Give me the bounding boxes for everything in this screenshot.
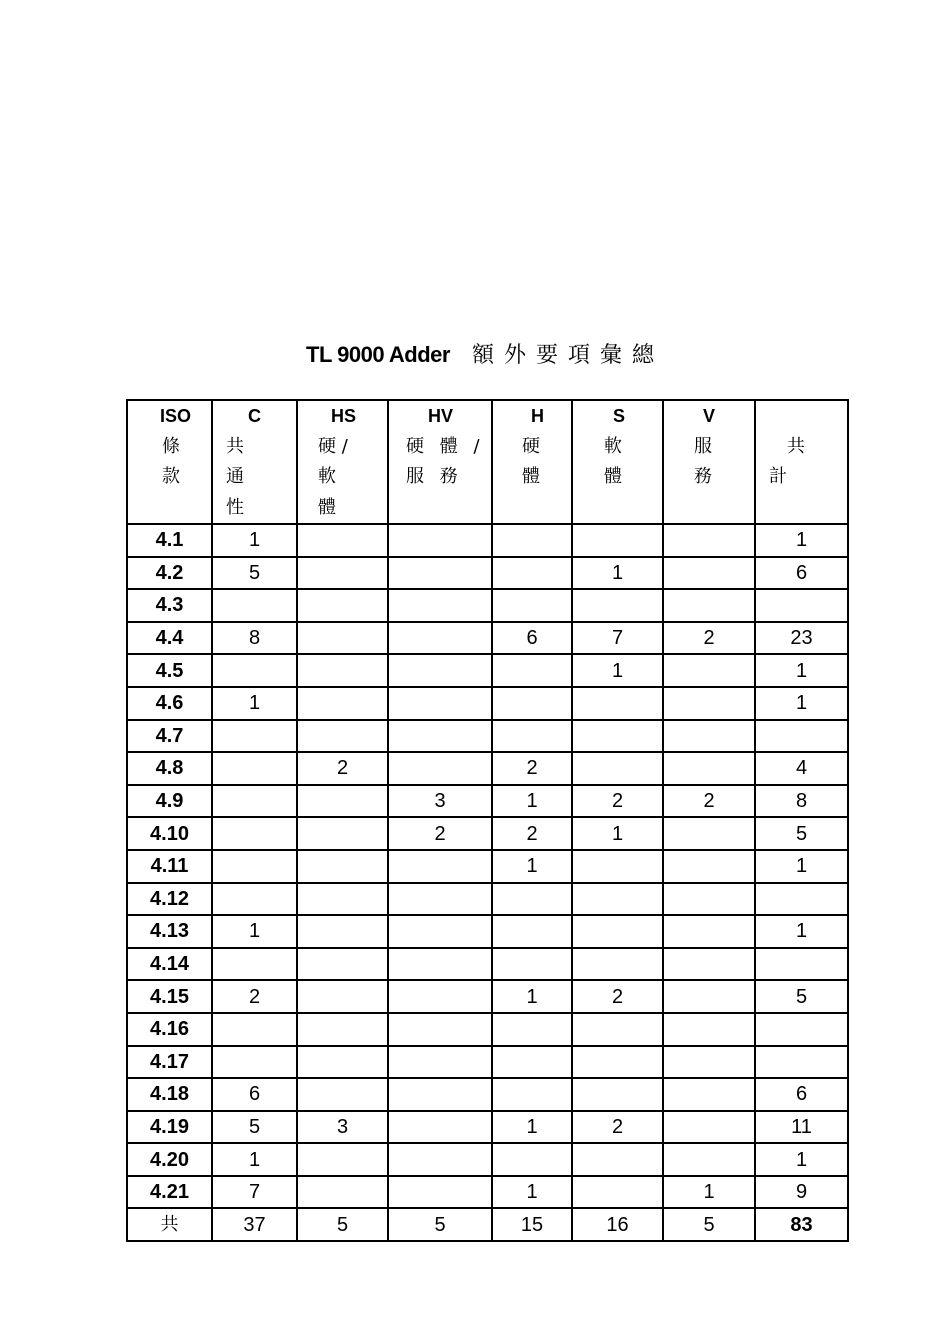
cell-hv bbox=[388, 948, 492, 981]
cell-hs bbox=[297, 1013, 388, 1046]
cell-c: 6 bbox=[212, 1078, 297, 1111]
cell-hs bbox=[297, 948, 388, 981]
header-c bbox=[212, 400, 297, 524]
header-iso-clause bbox=[127, 400, 212, 524]
cell-c bbox=[212, 785, 297, 818]
cell-s bbox=[572, 1078, 663, 1111]
header-line: 體 bbox=[318, 496, 336, 518]
cell-hv bbox=[388, 589, 492, 622]
cell-hv bbox=[388, 524, 492, 557]
header-line: 體 bbox=[604, 466, 622, 487]
row-clause: 4.15 bbox=[127, 980, 212, 1013]
row-clause: 4.4 bbox=[127, 622, 212, 655]
cell-v bbox=[663, 1013, 755, 1046]
title-en: TL 9000 Adder bbox=[306, 342, 450, 367]
cell-h bbox=[492, 915, 572, 948]
cell-v bbox=[663, 948, 755, 981]
header-line: H bbox=[531, 406, 544, 426]
cell-hv: 2 bbox=[388, 817, 492, 850]
cell-s: 1 bbox=[572, 557, 663, 590]
header-line bbox=[756, 401, 847, 432]
header-total bbox=[755, 400, 848, 524]
header-row bbox=[127, 400, 848, 524]
cell-v: 2 bbox=[663, 622, 755, 655]
header-hs bbox=[297, 400, 388, 524]
cell-h bbox=[492, 589, 572, 622]
cell-c bbox=[212, 1013, 297, 1046]
cell-h bbox=[492, 687, 572, 720]
cell-s: 2 bbox=[572, 785, 663, 818]
header-line: V bbox=[703, 406, 716, 426]
row-clause: 4.7 bbox=[127, 720, 212, 753]
cell-hs: 3 bbox=[297, 1111, 388, 1144]
cell-c bbox=[212, 883, 297, 916]
table-row bbox=[127, 980, 848, 1013]
cell-hs bbox=[297, 654, 388, 687]
table-row bbox=[127, 687, 848, 720]
cell-v bbox=[663, 752, 755, 785]
row-clause: 4.11 bbox=[127, 850, 212, 883]
cell-total: 4 bbox=[755, 752, 848, 785]
row-clause: 4.12 bbox=[127, 883, 212, 916]
cell-hv bbox=[388, 1013, 492, 1046]
cell-total: 8 bbox=[755, 785, 848, 818]
header-line: 服 務 bbox=[406, 466, 463, 487]
cell-v bbox=[663, 817, 755, 850]
cell-s: 7 bbox=[572, 622, 663, 655]
cell-c: 5 bbox=[212, 1111, 297, 1144]
cell-hs bbox=[297, 817, 388, 850]
cell-s: 1 bbox=[572, 817, 663, 850]
cell-s: 2 bbox=[572, 980, 663, 1013]
row-clause: 4.9 bbox=[127, 785, 212, 818]
cell-c bbox=[212, 817, 297, 850]
cell-s bbox=[572, 687, 663, 720]
cell-c: 5 bbox=[212, 557, 297, 590]
cell-h bbox=[492, 654, 572, 687]
cell-hv bbox=[388, 1143, 492, 1176]
cell-c bbox=[212, 850, 297, 883]
header-line: HS bbox=[331, 406, 357, 426]
header-line: 共 bbox=[787, 435, 805, 457]
cell-v bbox=[663, 654, 755, 687]
cell-h bbox=[492, 557, 572, 590]
cell-h bbox=[492, 883, 572, 916]
table-row bbox=[127, 720, 848, 753]
cell-hs bbox=[297, 720, 388, 753]
row-clause: 4.3 bbox=[127, 589, 212, 622]
totals-row bbox=[127, 1208, 848, 1241]
cell-hv bbox=[388, 720, 492, 753]
cell-s bbox=[572, 752, 663, 785]
cell-total: 5 bbox=[755, 817, 848, 850]
header-line: S bbox=[613, 406, 626, 426]
cell-hs bbox=[297, 883, 388, 916]
cell-total bbox=[755, 589, 848, 622]
cell-hv bbox=[388, 1078, 492, 1111]
cell-hs bbox=[297, 589, 388, 622]
header-hv bbox=[388, 400, 492, 524]
table-row bbox=[127, 1143, 848, 1176]
cell-hv bbox=[388, 752, 492, 785]
cell-hs bbox=[297, 524, 388, 557]
cell-hv bbox=[388, 687, 492, 720]
cell-hs bbox=[297, 622, 388, 655]
cell-h bbox=[492, 720, 572, 753]
cell-h: 2 bbox=[492, 817, 572, 850]
cell-h: 1 bbox=[492, 785, 572, 818]
table-body bbox=[127, 524, 848, 1241]
header-h bbox=[492, 400, 572, 524]
total-hv: 5 bbox=[388, 1208, 492, 1241]
totals-label: 共 bbox=[127, 1208, 212, 1241]
cell-h: 1 bbox=[492, 1111, 572, 1144]
cell-hs bbox=[297, 980, 388, 1013]
table-row bbox=[127, 817, 848, 850]
total-c: 37 bbox=[212, 1208, 297, 1241]
table-row bbox=[127, 1176, 848, 1209]
cell-total bbox=[755, 883, 848, 916]
cell-c bbox=[212, 1046, 297, 1079]
cell-v bbox=[663, 1078, 755, 1111]
table-row bbox=[127, 524, 848, 557]
cell-h: 1 bbox=[492, 1176, 572, 1209]
cell-hs bbox=[297, 557, 388, 590]
cell-v bbox=[663, 589, 755, 622]
cell-hv bbox=[388, 654, 492, 687]
cell-total: 1 bbox=[755, 1143, 848, 1176]
header-line: C bbox=[248, 406, 261, 426]
row-clause: 4.10 bbox=[127, 817, 212, 850]
cell-c bbox=[212, 720, 297, 753]
cell-hv bbox=[388, 915, 492, 948]
cell-hs bbox=[297, 1143, 388, 1176]
cell-s: 2 bbox=[572, 1111, 663, 1144]
table-row bbox=[127, 1078, 848, 1111]
cell-s bbox=[572, 1176, 663, 1209]
row-clause: 4.6 bbox=[127, 687, 212, 720]
header-line: 軟 bbox=[318, 466, 336, 487]
cell-v bbox=[663, 1111, 755, 1144]
cell-total: 6 bbox=[755, 557, 848, 590]
cell-total: 11 bbox=[755, 1111, 848, 1144]
cell-hv bbox=[388, 1046, 492, 1079]
cell-hs bbox=[297, 1176, 388, 1209]
table-row bbox=[127, 1013, 848, 1046]
cell-v: 2 bbox=[663, 785, 755, 818]
adder-summary-table bbox=[126, 399, 849, 1242]
cell-v: 1 bbox=[663, 1176, 755, 1209]
header-line: 性 bbox=[226, 496, 244, 518]
row-clause: 4.8 bbox=[127, 752, 212, 785]
header-line: 條 bbox=[162, 435, 180, 457]
total-s: 16 bbox=[572, 1208, 663, 1241]
cell-total: 1 bbox=[755, 850, 848, 883]
row-clause: 4.2 bbox=[127, 557, 212, 590]
table-row bbox=[127, 850, 848, 883]
cell-h: 6 bbox=[492, 622, 572, 655]
cell-total bbox=[755, 948, 848, 981]
table-row bbox=[127, 622, 848, 655]
cell-v bbox=[663, 720, 755, 753]
table-row bbox=[127, 785, 848, 818]
cell-h bbox=[492, 1013, 572, 1046]
cell-c: 1 bbox=[212, 915, 297, 948]
row-clause: 4.5 bbox=[127, 654, 212, 687]
cell-v bbox=[663, 1046, 755, 1079]
cell-v bbox=[663, 524, 755, 557]
table-row bbox=[127, 883, 848, 916]
header-line: 體 bbox=[522, 466, 540, 487]
cell-s bbox=[572, 524, 663, 557]
cell-c: 2 bbox=[212, 980, 297, 1013]
title-zh: 額外要項彙總 bbox=[471, 343, 664, 368]
total-h: 15 bbox=[492, 1208, 572, 1241]
cell-total bbox=[755, 1013, 848, 1046]
cell-hv bbox=[388, 980, 492, 1013]
cell-v bbox=[663, 980, 755, 1013]
cell-hs bbox=[297, 1046, 388, 1079]
cell-s bbox=[572, 1013, 663, 1046]
cell-total: 5 bbox=[755, 980, 848, 1013]
cell-v bbox=[663, 1143, 755, 1176]
cell-v bbox=[663, 687, 755, 720]
header-line: 硬 bbox=[522, 435, 540, 457]
row-clause: 4.18 bbox=[127, 1078, 212, 1111]
cell-s bbox=[572, 1046, 663, 1079]
cell-total: 1 bbox=[755, 654, 848, 687]
grand-total: 83 bbox=[755, 1208, 848, 1241]
cell-h: 2 bbox=[492, 752, 572, 785]
row-clause: 4.21 bbox=[127, 1176, 212, 1209]
cell-h bbox=[492, 948, 572, 981]
cell-v bbox=[663, 850, 755, 883]
header-line: 務 bbox=[694, 466, 712, 487]
row-clause: 4.16 bbox=[127, 1013, 212, 1046]
cell-v bbox=[663, 915, 755, 948]
cell-total: 1 bbox=[755, 687, 848, 720]
table-row bbox=[127, 557, 848, 590]
cell-hv: 3 bbox=[388, 785, 492, 818]
header-line: HV bbox=[428, 406, 454, 426]
header-line: ISO bbox=[160, 406, 192, 426]
header-line: 共 bbox=[226, 435, 244, 457]
cell-h: 1 bbox=[492, 980, 572, 1013]
header-line: 通 bbox=[226, 466, 244, 487]
cell-total: 1 bbox=[755, 524, 848, 557]
table-row bbox=[127, 752, 848, 785]
cell-h bbox=[492, 1046, 572, 1079]
header-line: 服 bbox=[694, 435, 712, 457]
cell-s bbox=[572, 883, 663, 916]
cell-v bbox=[663, 883, 755, 916]
cell-c: 7 bbox=[212, 1176, 297, 1209]
cell-v bbox=[663, 557, 755, 590]
cell-h bbox=[492, 1143, 572, 1176]
cell-c: 8 bbox=[212, 622, 297, 655]
table-row bbox=[127, 948, 848, 981]
cell-total: 1 bbox=[755, 915, 848, 948]
cell-total: 9 bbox=[755, 1176, 848, 1209]
cell-c bbox=[212, 589, 297, 622]
cell-hs: 2 bbox=[297, 752, 388, 785]
cell-hv bbox=[388, 557, 492, 590]
cell-total: 23 bbox=[755, 622, 848, 655]
header-line: 硬 / bbox=[318, 435, 348, 457]
cell-s bbox=[572, 850, 663, 883]
cell-total bbox=[755, 720, 848, 753]
total-v: 5 bbox=[663, 1208, 755, 1241]
row-clause: 4.14 bbox=[127, 948, 212, 981]
header-line: 軟 bbox=[604, 435, 622, 457]
cell-total: 6 bbox=[755, 1078, 848, 1111]
cell-s bbox=[572, 720, 663, 753]
cell-hs bbox=[297, 850, 388, 883]
table-row bbox=[127, 589, 848, 622]
cell-s: 1 bbox=[572, 654, 663, 687]
cell-c bbox=[212, 654, 297, 687]
row-clause: 4.13 bbox=[127, 915, 212, 948]
cell-s bbox=[572, 948, 663, 981]
cell-h: 1 bbox=[492, 850, 572, 883]
table-row bbox=[127, 654, 848, 687]
cell-hs bbox=[297, 1078, 388, 1111]
document-title bbox=[0, 338, 950, 369]
cell-c: 1 bbox=[212, 1143, 297, 1176]
cell-c: 1 bbox=[212, 524, 297, 557]
cell-hs bbox=[297, 687, 388, 720]
header-v bbox=[663, 400, 755, 524]
cell-hs bbox=[297, 915, 388, 948]
cell-s bbox=[572, 1143, 663, 1176]
cell-hs bbox=[297, 785, 388, 818]
table-row bbox=[127, 915, 848, 948]
header-s bbox=[572, 400, 663, 524]
header-line: 款 bbox=[162, 466, 180, 487]
header-line: 硬 體 / bbox=[406, 435, 485, 457]
table-row bbox=[127, 1111, 848, 1144]
cell-hv bbox=[388, 1111, 492, 1144]
cell-s bbox=[572, 915, 663, 948]
header-line: 計 bbox=[769, 466, 787, 487]
total-hs: 5 bbox=[297, 1208, 388, 1241]
cell-c: 1 bbox=[212, 687, 297, 720]
table-row bbox=[127, 1046, 848, 1079]
cell-s bbox=[572, 589, 663, 622]
row-clause: 4.1 bbox=[127, 524, 212, 557]
cell-c bbox=[212, 948, 297, 981]
cell-h bbox=[492, 524, 572, 557]
cell-hv bbox=[388, 883, 492, 916]
cell-total bbox=[755, 1046, 848, 1079]
row-clause: 4.17 bbox=[127, 1046, 212, 1079]
row-clause: 4.19 bbox=[127, 1111, 212, 1144]
cell-c bbox=[212, 752, 297, 785]
row-clause: 4.20 bbox=[127, 1143, 212, 1176]
cell-hv bbox=[388, 622, 492, 655]
cell-h bbox=[492, 1078, 572, 1111]
cell-hv bbox=[388, 1176, 492, 1209]
cell-hv bbox=[388, 850, 492, 883]
